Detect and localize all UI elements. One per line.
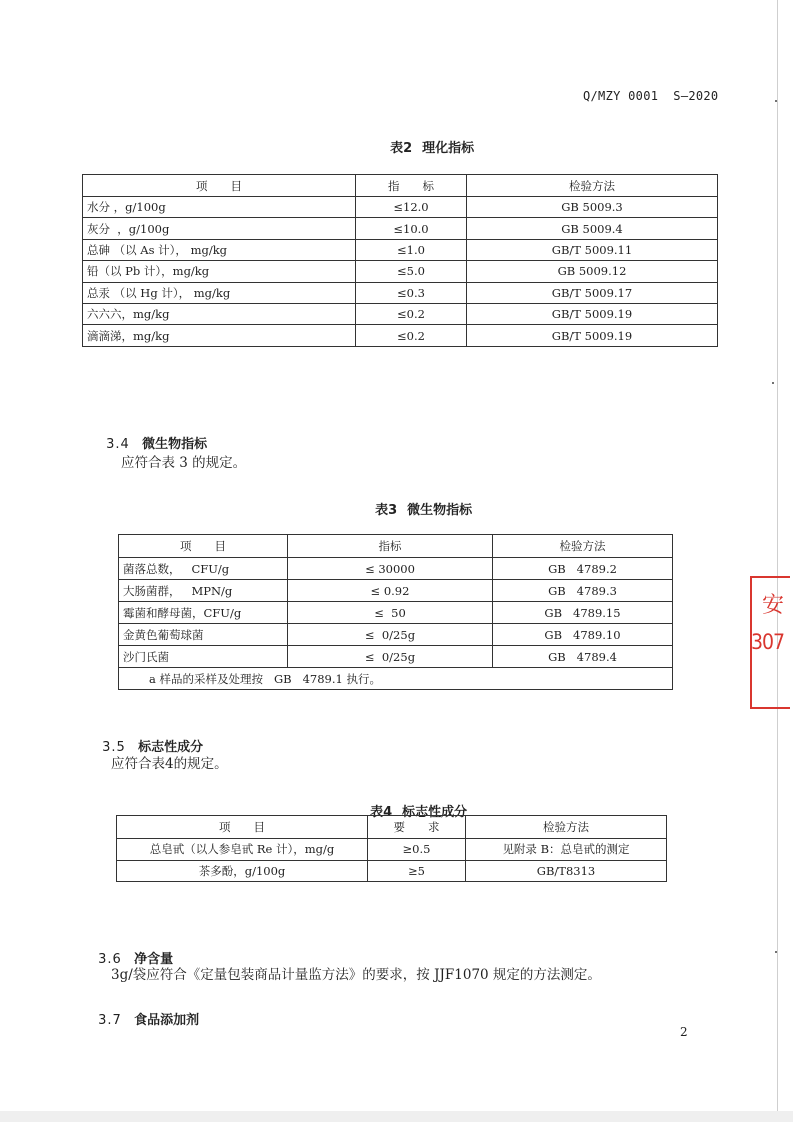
section-title: 食品添加剂	[134, 1013, 200, 1028]
header-item: 项 目	[83, 175, 356, 197]
section-title: 净含量	[134, 952, 174, 967]
method-cell: GB 5009.12	[467, 261, 718, 282]
scan-edge-line	[777, 0, 778, 1122]
section-number: 3.7	[98, 1013, 122, 1028]
value-cell: ≤ 50	[288, 602, 493, 624]
method-cell: GB 4789.10	[493, 624, 673, 646]
section-title: 微生物指标	[142, 437, 208, 452]
seal-stamp-number: 307	[751, 630, 785, 654]
table-row	[119, 580, 673, 602]
header-item: 项 目	[117, 816, 368, 839]
method-cell: GB/T 5009.19	[467, 303, 718, 324]
table2-title: 理化指标	[422, 141, 475, 156]
header-value: 指 标	[356, 175, 467, 197]
value-cell: ≥5	[368, 860, 466, 882]
page-number: 2	[680, 1025, 688, 1039]
method-cell: GB 4789.3	[493, 580, 673, 602]
method-cell: GB 4789.4	[493, 646, 673, 668]
table-row	[119, 602, 673, 624]
table-row	[83, 325, 718, 346]
table-row	[83, 218, 718, 239]
table-note-row	[119, 668, 673, 690]
item-cell: 滴滴涕，mg/kg	[83, 325, 356, 346]
value-cell: ≤10.0	[356, 218, 467, 239]
header-item: 项 目	[119, 535, 288, 558]
table-row	[83, 261, 718, 282]
header-value: 指标	[288, 535, 493, 558]
table-row	[83, 239, 718, 260]
section-3-4-text: 应符合表 3 的规定。	[121, 455, 247, 471]
item-cell: 总汞 （以 Hg 计）， mg/kg	[83, 282, 356, 303]
item-cell: 沙门氏菌	[119, 646, 288, 668]
item-cell: 大肠菌群， MPN/g	[119, 580, 288, 602]
table4-title: 标志性成分	[402, 805, 468, 820]
item-cell: 茶多酚，g/100g	[117, 860, 368, 882]
method-cell: GB/T 5009.11	[467, 239, 718, 260]
value-cell: ≤ 30000	[288, 558, 493, 580]
scan-dot	[775, 100, 777, 102]
section-3-7-heading	[80, 994, 199, 1043]
value-cell: ≤0.3	[356, 282, 467, 303]
value-cell: ≤12.0	[356, 197, 467, 218]
value-cell: ≤0.2	[356, 325, 467, 346]
table-row	[117, 860, 667, 882]
header-method: 检验方法	[466, 816, 667, 839]
value-cell: ≥0.5	[368, 839, 466, 861]
item-cell: 总皂甙（以人参皂甙 Re 计），mg/g	[117, 839, 368, 861]
value-cell: ≤ 0/25g	[288, 624, 493, 646]
method-cell: GB 4789.2	[493, 558, 673, 580]
table-header-row	[83, 175, 718, 197]
method-cell: GB/T 5009.17	[467, 282, 718, 303]
section-number: 3.5	[102, 740, 126, 755]
scan-bottom-band	[0, 1111, 793, 1122]
table3-microbial	[118, 534, 673, 690]
method-cell: GB/T 5009.19	[467, 325, 718, 346]
table-row	[117, 839, 667, 861]
table2-label: 表2	[390, 141, 413, 156]
method-cell: GB 5009.4	[467, 218, 718, 239]
method-cell: GB 4789.15	[493, 602, 673, 624]
table-row	[83, 303, 718, 324]
table-row	[83, 197, 718, 218]
header-method: 检验方法	[467, 175, 718, 197]
table4-label: 表4	[370, 805, 393, 820]
table-row	[119, 624, 673, 646]
item-cell: 铅（以 Pb 计），mg/kg	[83, 261, 356, 282]
table-header-row	[119, 535, 673, 558]
section-number: 3.6	[98, 952, 122, 967]
item-cell: 灰分 ，g/100g	[83, 218, 356, 239]
document-code: Q/MZY 0001 S—2020	[583, 89, 719, 103]
section-3-6-text: 3g/袋应符合《定量包装商品计量监方法》的要求，按 JJF1070 规定的方法测定。	[111, 967, 601, 983]
item-cell: 六六六，mg/kg	[83, 303, 356, 324]
table-note: a 样品的采样及处理按 GB 4789.1 执行。	[119, 668, 673, 690]
table-row	[119, 646, 673, 668]
table-header-row	[117, 816, 667, 839]
section-number: 3.4	[106, 437, 130, 452]
section-title: 标志性成分	[138, 740, 204, 755]
item-cell: 总砷 （以 As 计）， mg/kg	[83, 239, 356, 260]
table2-physchem	[82, 174, 718, 347]
scan-dot	[772, 382, 774, 384]
scan-dot	[775, 951, 777, 953]
value-cell: ≤0.2	[356, 303, 467, 324]
table-row	[119, 558, 673, 580]
method-cell: GB/T8313	[466, 860, 667, 882]
item-cell: 霉菌和酵母菌，CFU/g	[119, 602, 288, 624]
seal-stamp-char: 安	[762, 593, 785, 618]
value-cell: ≤1.0	[356, 239, 467, 260]
table3-caption	[357, 484, 472, 533]
table2-caption	[372, 122, 474, 171]
value-cell: ≤ 0.92	[288, 580, 493, 602]
table-row	[83, 282, 718, 303]
item-cell: 水分 ，g/100g	[83, 197, 356, 218]
table3-title: 微生物指标	[407, 503, 473, 518]
section-3-5-text: 应符合表4的规定。	[111, 756, 228, 772]
header-value: 要 求	[368, 816, 466, 839]
method-cell: 见附录 B：总皂甙的测定	[466, 839, 667, 861]
item-cell: 金黄色葡萄球菌	[119, 624, 288, 646]
header-method: 检验方法	[493, 535, 673, 558]
table4-marker-components	[116, 815, 667, 882]
value-cell: ≤ 0/25g	[288, 646, 493, 668]
item-cell: 菌落总数， CFU/g	[119, 558, 288, 580]
method-cell: GB 5009.3	[467, 197, 718, 218]
value-cell: ≤5.0	[356, 261, 467, 282]
table3-label: 表3	[375, 503, 398, 518]
